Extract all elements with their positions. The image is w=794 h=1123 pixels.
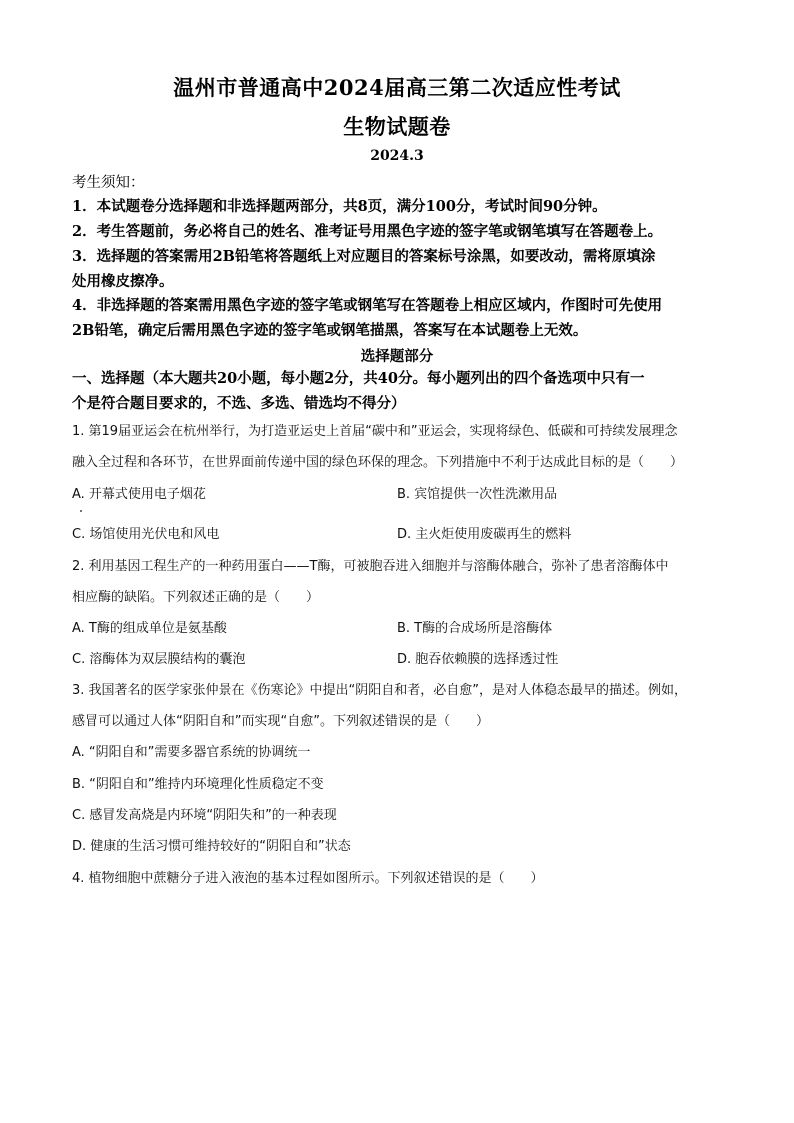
notice-line: 处用橡皮擦净。 — [72, 273, 174, 290]
notice-line: 3．选择题的答案需用2B铅笔将答题纸上对应题目的答案标号涂黑，如要改动，需将原填涂 — [72, 248, 656, 265]
question-3-option-c: C. 感冒发高烧是内环境“阴阳失和”的一种表现 — [72, 808, 337, 823]
notice-line: 1．本试题卷分选择题和非选择题两部分，共8页，满分100分，考试时间90分钟。 — [72, 198, 607, 215]
question-1-option-b: B. 宾馆提供一次性洗漱用品 — [397, 487, 558, 502]
stray-dot — [80, 510, 82, 512]
exam-date: 2024.3 — [370, 148, 424, 164]
question-2-stem: 相应酶的缺陷。下列叙述正确的是（ ） — [72, 590, 320, 605]
exam-title: 温州市普通高中2024届高三第二次适应性考试 — [173, 75, 621, 100]
notice-line: 2．考生答题前，务必将自己的姓名、准考证号用黑色字迹的签字笔或钢笔填写在答题卷上。 — [72, 223, 663, 240]
question-1-option-d: D. 主火炬使用废碳再生的燃料 — [397, 527, 572, 542]
question-2-option-b: B. T酶的合成场所是溶酶体 — [397, 621, 553, 636]
question-1-option-a: A. 开幕式使用电子烟花 — [72, 487, 206, 502]
question-2-option-d: D. 胞吞依赖膜的选择透过性 — [397, 652, 559, 667]
question-3-option-d: D. 健康的生活习惯可维持较好的“阴阳自和”状态 — [72, 839, 351, 854]
question-3-option-a: A. “阴阳自和”需要多器官系统的协调统一 — [72, 745, 311, 760]
section-title: 选择题部分 — [360, 348, 434, 365]
question-4-stem: 4. 植物细胞中蔗糖分子进入液泡的基本过程如图所示。下列叙述错误的是（ ） — [72, 871, 544, 886]
question-1-stem: 1. 第19届亚运会在杭州举行，为打造亚运史上首届“碳中和”亚运会，实现将绿色、低碳和可持续发展理念 — [72, 424, 678, 439]
question-2-option-a: A. T酶的组成单位是氨基酸 — [72, 621, 227, 636]
question-3-stem: 3. 我国著名的医学家张仲景在《伤寒论》中提出“阴阳自和者，必自愈”，是对人体稳态最早的描述。例如， — [72, 683, 688, 698]
exam-subtitle: 生物试题卷 — [343, 114, 451, 139]
question-2-option-c: C. 溶酶体为双层膜结构的囊泡 — [72, 652, 246, 667]
notice-heading: 考生须知： — [72, 175, 145, 191]
section-instruction: 一、选择题（本大题共20小题，每小题2分，共40分。每小题列出的四个备选项中只有一 — [72, 370, 645, 387]
question-1-option-c: C. 场馆使用光伏电和风电 — [72, 527, 220, 542]
question-2-stem: 2. 利用基因工程生产的一种药用蛋白——T酶，可被胞吞进入细胞并与溶酶体融合，弥补了患者溶酶体中 — [72, 559, 669, 574]
question-3-option-b: B. “阴阳自和”维持内环境理化性质稳定不变 — [72, 777, 324, 792]
notice-line: 4．非选择题的答案需用黑色字迹的签字笔或钢笔写在答题卷上相应区域内，作图时可先使用 — [72, 297, 663, 314]
notice-line: 2B铅笔，确定后需用黑色字迹的签字笔或钢笔描黑，答案写在本试题卷上无效。 — [72, 322, 588, 339]
section-instruction: 个是符合题目要求的，不选、多选、错选均不得分） — [72, 395, 406, 412]
question-1-stem: 融入全过程和各环节，在世界面前传递中国的绿色环保的理念。下列措施中不利于达成此目标的是（ ） — [72, 455, 684, 470]
question-3-stem: 感冒可以通过人体“阴阳自和”而实现“自愈”。下列叙述错误的是（ ） — [72, 714, 489, 729]
